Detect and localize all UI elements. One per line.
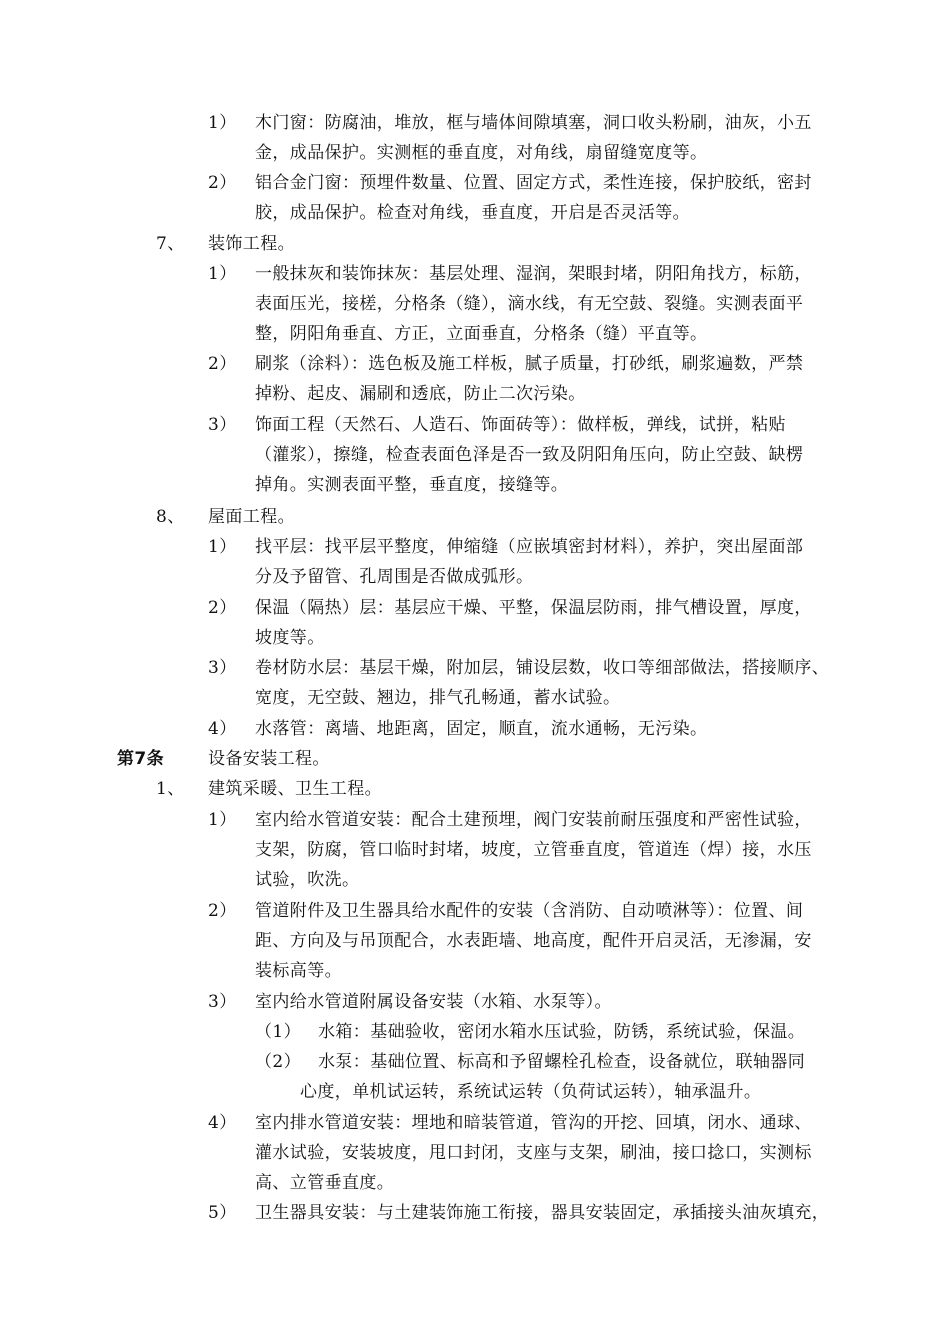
item-number: 2） (208, 354, 237, 374)
section-number: 7、 (156, 234, 185, 254)
item-text-line: 表面压光，接槎，分格条（缝），滴水线，有无空鼓、裂缝。实测表面平 (255, 294, 804, 314)
item-number: 4） (208, 719, 237, 739)
article-title: 设备安装工程。 (208, 749, 330, 769)
item-text-line: 宽度，无空鼓、翘边，排气孔畅通，蓄水试验。 (255, 688, 621, 708)
sub-item-number: （1） (255, 1022, 302, 1042)
item-text-line: 木门窗：防腐油，堆放，框与墙体间隙填塞，洞口收头粉刷，油灰，小五 (255, 113, 812, 133)
item-text-line: 水泵：基础位置、标高和予留螺栓孔检查，设备就位，联轴器同 (318, 1052, 806, 1072)
item-text-line: 灌水试验，安装坡度，甩口封闭，支座与支架，刷油，接口捻口，实测标 (255, 1143, 812, 1163)
item-number: 1） (208, 537, 237, 557)
item-number: 2） (208, 173, 237, 193)
item-text-line: 室内给水管道安装：配合土建预埋，阀门安装前耐压强度和严密性试验， (255, 810, 812, 830)
item-number: 5） (208, 1203, 237, 1223)
item-number: 1） (208, 113, 237, 133)
item-text-line: 饰面工程（天然石、人造石、饰面砖等）：做样板，弹线，试拼，粘贴 (255, 415, 786, 435)
item-text-line: 保温（隔热）层：基层应干燥、平整，保温层防雨，排气槽设置，厚度， (255, 598, 812, 618)
item-text-line: 分及予留管、孔周围是否做成弧形。 (255, 567, 534, 587)
item-text-line: 掉粉、起皮、漏刷和透底，防止二次污染。 (255, 384, 586, 404)
section-title: 屋面工程。 (208, 507, 295, 527)
item-text-line: 铝合金门窗：预埋件数量、位置、固定方式，柔性连接，保护胶纸，密封 (255, 173, 812, 193)
item-text-line: 卷材防水层：基层干燥，附加层，铺设层数，收口等细部做法，搭接顺序、 (255, 658, 830, 678)
item-number: 2） (208, 598, 237, 618)
item-number: 1） (208, 810, 237, 830)
sub-item-number: （2） (255, 1052, 302, 1072)
section-number: 8、 (156, 507, 185, 527)
item-text-line: 掉角。实测表面平整，垂直度，接缝等。 (255, 475, 569, 495)
item-text-line: 室内排水管道安装：埋地和暗装管道，管沟的开挖、回填，闭水、通球、 (255, 1113, 812, 1133)
item-number: 3） (208, 992, 237, 1012)
article-number: 第7条 (117, 749, 165, 769)
item-number: 4） (208, 1113, 237, 1133)
item-text-line: 找平层：找平层平整度，伸缩缝（应嵌填密封材料），养护，突出屋面部 (255, 537, 804, 557)
item-number: 1） (208, 264, 237, 284)
item-text-line: 水落管：离墙、地距离，固定，顺直，流水通畅，无污染。 (255, 719, 708, 739)
item-text-line: 装标高等。 (255, 961, 342, 981)
item-text-line: 水箱：基础验收，密闭水箱水压试验，防锈，系统试验，保温。 (318, 1022, 806, 1042)
item-text-line: 刷浆（涂料）：选色板及施工样板，腻子质量，打砂纸，刷浆遍数，严禁 (255, 354, 804, 374)
section-title: 装饰工程。 (208, 234, 295, 254)
item-text-line: （灌浆），擦缝，检查表面色泽是否一致及阴阳角压向，防止空鼓、缺楞 (255, 445, 804, 465)
section-number: 1、 (156, 779, 185, 799)
item-number: 3） (208, 658, 237, 678)
item-text-line: 心度，单机试运转，系统试运转（负荷试运转），轴承温升。 (300, 1082, 762, 1102)
item-number: 3） (208, 415, 237, 435)
item-text-line: 距、方向及与吊顶配合，水表距墙、地高度，配件开启灵活，无渗漏，安 (255, 931, 812, 951)
item-text-line: 试验，吹洗。 (255, 870, 360, 890)
item-text-line: 室内给水管道附属设备安装（水箱、水泵等）。 (255, 992, 612, 1012)
section-title: 建筑采暖、卫生工程。 (208, 779, 382, 799)
item-text-line: 坡度等。 (255, 628, 325, 648)
item-text-line: 支架，防腐，管口临时封堵，坡度，立管垂直度，管道连（焊）接，水压 (255, 840, 812, 860)
item-text-line: 整，阴阳角垂直、方正，立面垂直，分格条（缝）平直等。 (255, 324, 708, 344)
item-text-line: 胶，成品保护。检查对角线，垂直度，开启是否灵活等。 (255, 203, 690, 223)
item-text-line: 卫生器具安装：与土建装饰施工衔接，器具安装固定，承插接头油灰填充， (255, 1203, 830, 1223)
item-text-line: 金，成品保护。实测框的垂直度，对角线，扇留缝宽度等。 (255, 143, 708, 163)
item-number: 2） (208, 901, 237, 921)
item-text-line: 高、立管垂直度。 (255, 1173, 395, 1193)
item-text-line: 管道附件及卫生器具给水配件的安装（含消防、自动喷淋等）：位置、间 (255, 901, 804, 921)
item-text-line: 一般抹灰和装饰抹灰：基层处理、湿润，架眼封堵，阴阳角找方，标筋， (255, 264, 812, 284)
